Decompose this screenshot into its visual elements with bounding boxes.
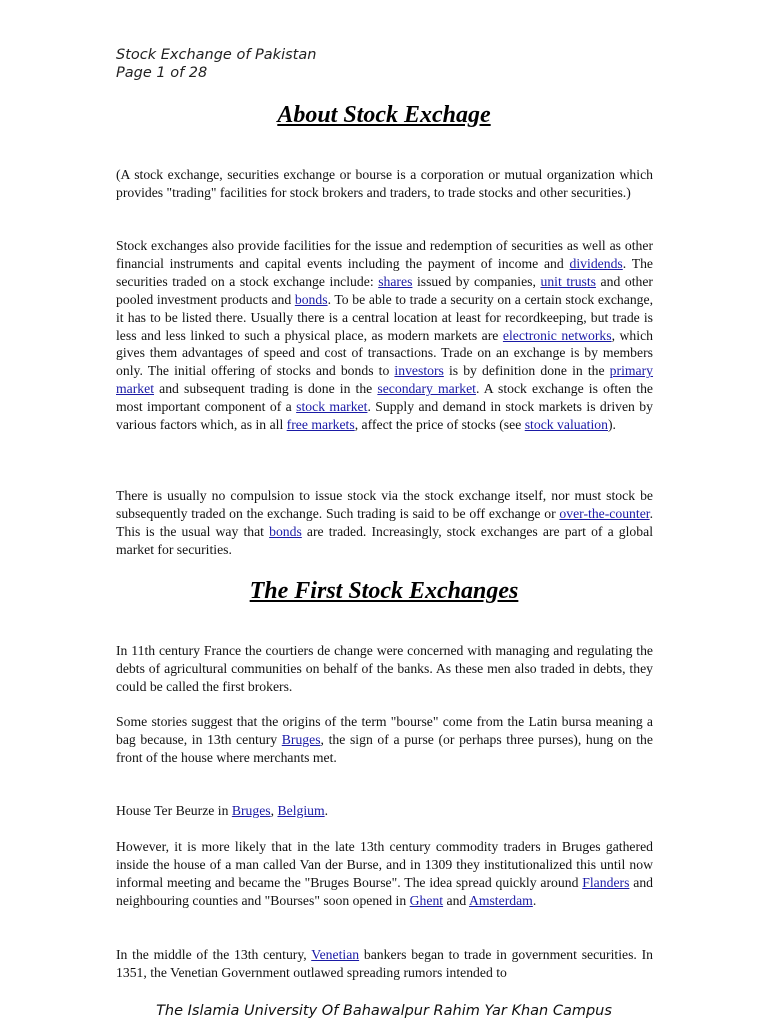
text: is by definition done in the	[443, 363, 610, 379]
page-header	[116, 46, 316, 82]
text: Stock exchanges also provide facilities for the issue and redemption of securities as well as other financial instruments and capital events including the payment of income and	[116, 238, 653, 271]
text: , affect the price of stocks (see	[354, 417, 525, 433]
link-belgium[interactable]: Belgium	[277, 803, 325, 818]
link-dividends[interactable]: dividends	[569, 255, 623, 271]
link-venetian[interactable]: Venetian	[311, 947, 360, 962]
paragraph-van-der-burse	[116, 838, 653, 910]
link-bonds-2[interactable]: bonds	[269, 523, 302, 539]
paragraph-france: In 11th century France the courtiers de change were concerned with managing and regulating the debts of agricultural communities on behalf of the banks. As these men also traded in debts, they could be called the first brokers.	[116, 643, 653, 694]
text: issued by companies,	[412, 273, 541, 289]
link-bruges-2[interactable]: Bruges	[231, 803, 271, 818]
link-bonds[interactable]: bonds	[294, 291, 328, 307]
paragraph-house-ter-beurze	[116, 802, 653, 820]
paragraph-venetian	[116, 946, 653, 982]
link-electronic-networks[interactable]: electronic networks	[502, 327, 612, 343]
text: bankers began to trade in government securities. In 1351, the Venetian Government outlawed spreading rumors intended to	[116, 947, 653, 980]
text: and	[443, 892, 469, 908]
header-title: Stock Exchange of Pakistan	[116, 47, 317, 63]
link-shares[interactable]: shares	[378, 273, 413, 289]
text: and subsequent trading is done in the	[154, 381, 378, 397]
text: are traded. Increasingly, stock exchanges are part of a global market for securities.	[116, 523, 654, 557]
text: .	[324, 803, 329, 818]
text: ,	[270, 803, 278, 818]
text: . To be able to trade a security on a certain stock exchange, it has to be listed there. Usually there is a central location at least for recordkeeping, but trade is less and less linked to such a physical place, as modern markets are	[116, 291, 654, 343]
text: . This is the usual way that	[116, 505, 653, 539]
link-stock-valuation[interactable]: stock valuation	[524, 417, 608, 433]
text: and neighbouring counties and "Bourses" soon opened in	[116, 874, 654, 908]
link-amsterdam[interactable]: Amsterdam	[468, 892, 533, 908]
link-stock-market[interactable]: stock market	[296, 399, 368, 415]
paragraph-facilities	[116, 237, 653, 434]
text: House Ter Beurze in	[116, 803, 232, 818]
section-title-about: About Stock Exchage	[277, 102, 491, 128]
section-title-first-exchanges: The First Stock Exchanges	[249, 578, 519, 604]
text: . The securities traded on a stock exchange include:	[116, 255, 653, 289]
text: and other pooled investment products and	[116, 273, 653, 307]
link-bruges[interactable]: Bruges	[281, 731, 321, 747]
text: , the sign of a purse (or perhaps three purses), hung on the front of the house where merchants met.	[116, 731, 653, 765]
header-page-number: Page 1 of 28	[116, 65, 208, 81]
link-free-markets[interactable]: free markets	[286, 417, 355, 433]
paragraph-bourse-origin	[116, 713, 653, 767]
paragraph-intro: (A stock exchange, securities exchange or bourse is a corporation or mutual organization which provides "trading" facilities for stock brokers and traders, to trade stocks and other securities.)	[116, 167, 653, 200]
link-flanders[interactable]: Flanders	[582, 874, 630, 890]
paragraph-compulsion	[116, 487, 653, 559]
text: . A stock exchange is often the most important component of a	[116, 381, 653, 415]
link-secondary-market[interactable]: secondary market	[377, 381, 476, 397]
text: However, it is more likely that in the late 13th century commodity traders in Bruges gathered inside the house of a man called Van der Burse, and in 1309 they institutionalized this until now informal meeting and became the "Bruges Bourse". The idea spread quickly around	[116, 839, 653, 890]
link-investors[interactable]: investors	[394, 363, 444, 379]
link-unit-trusts[interactable]: unit trusts	[540, 273, 596, 289]
link-ghent[interactable]: Ghent	[409, 892, 444, 908]
text: Some stories suggest that the origins of the term "bourse" come from the Latin bursa meaning a bag because, in 13th century	[116, 714, 653, 747]
text: ).	[607, 417, 616, 433]
link-over-the-counter[interactable]: over-the-counter	[559, 505, 650, 521]
page-footer: The Islamia University Of Bahawalpur Rahim Yar Khan Campus	[156, 1003, 612, 1019]
text: .	[532, 892, 537, 908]
text: . Supply and demand in stock markets is driven by various factors which, as in all	[116, 399, 653, 433]
text: In the middle of the 13th century,	[116, 947, 312, 962]
text: , which gives them advantages of speed and cost of transactions. Trade on an exchange is by members only. The initial offering of stocks and bonds to	[116, 327, 653, 379]
link-primary-market[interactable]: primary market	[116, 363, 654, 397]
text: There is usually no compulsion to issue stock via the stock exchange itself, nor must stock be subsequently traded on the exchange. Such trading is said to be off exchange or	[116, 488, 653, 521]
